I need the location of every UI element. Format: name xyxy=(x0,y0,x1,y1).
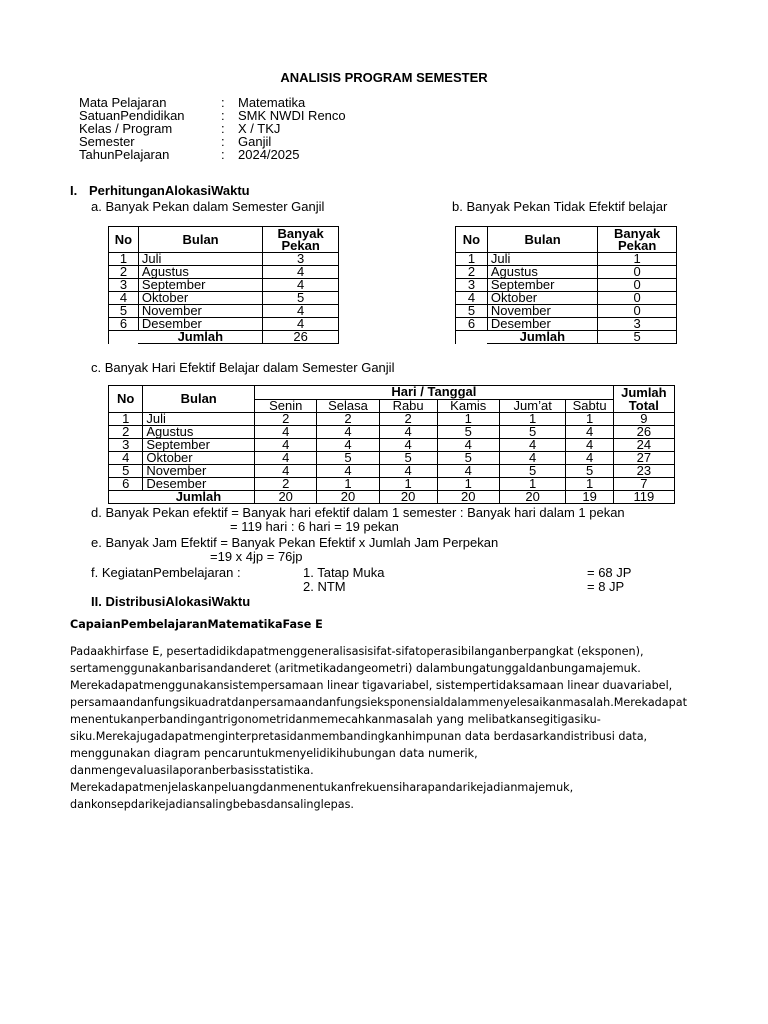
cell-row-total: 24 xyxy=(613,439,674,452)
kegiatan-value-1: = 68 JP xyxy=(587,565,632,580)
cell-value: 3 xyxy=(598,318,677,331)
th-day: Rabu xyxy=(379,399,437,413)
cell-bulan: Desember xyxy=(138,318,262,331)
cell-no: 6 xyxy=(456,318,488,331)
cell-bulan: Juli xyxy=(487,253,597,266)
info-row xyxy=(79,148,346,161)
cell-total-label: Jumlah xyxy=(138,331,262,344)
subsection-f-label: f. KegiatanPembelajaran : xyxy=(91,565,241,580)
table-row xyxy=(456,305,677,318)
section-1-heading xyxy=(70,183,250,198)
subsection-b-label: b. Banyak Pekan Tidak Efektif belajar xyxy=(452,199,668,214)
cell-bulan: Oktober xyxy=(138,292,262,305)
th-bulan: Bulan xyxy=(487,227,597,253)
cell-day-total: 20 xyxy=(437,491,499,504)
paragraph-line: persamaandanfungsikuadratdanpersamaandanfungsieksponensialdalammenyelesaikanmasalah.Merekadapat xyxy=(70,696,687,709)
info-key: TahunPelajaran xyxy=(79,147,170,162)
cell-no: 2 xyxy=(109,266,139,279)
cell-day-total: 20 xyxy=(499,491,566,504)
cell-no: 5 xyxy=(109,305,139,318)
th-bulan: Bulan xyxy=(143,386,255,413)
cell-value: 0 xyxy=(598,292,677,305)
table-pekan-semester xyxy=(108,226,339,344)
th-jumlah-total: Jumlah Total xyxy=(613,386,674,413)
cell-day-count: 1 xyxy=(437,413,499,426)
cell-day-count: 4 xyxy=(255,452,317,465)
kegiatan-item-2: 2. NTM xyxy=(303,579,346,594)
cell-day-count: 5 xyxy=(379,452,437,465)
kegiatan-value-2: = 8 JP xyxy=(587,579,625,594)
cell-no: 2 xyxy=(109,426,143,439)
cell-day-total: 19 xyxy=(566,491,613,504)
table-row xyxy=(456,318,677,331)
cell-no: 4 xyxy=(109,452,143,465)
cell-no: 5 xyxy=(109,465,143,478)
th-banyak-pekan: Banyak Pekan xyxy=(263,227,339,253)
cell-bulan: September xyxy=(487,279,597,292)
info-colon: : xyxy=(221,121,225,136)
section-1-title: PerhitunganAlokasiWaktu xyxy=(89,183,250,198)
cell-bulan: Oktober xyxy=(143,452,255,465)
th-day: Jum’at xyxy=(499,399,566,413)
cell-bulan: Agustus xyxy=(138,266,262,279)
cell-row-total: 23 xyxy=(613,465,674,478)
cell-day-count: 4 xyxy=(317,426,379,439)
cell-day-count: 4 xyxy=(566,452,613,465)
cell-day-count: 1 xyxy=(317,478,379,491)
cell-grand-total: 119 xyxy=(613,491,674,504)
cell-value: 4 xyxy=(263,279,339,292)
cell-day-count: 4 xyxy=(566,426,613,439)
cell-no: 1 xyxy=(109,253,139,266)
paragraph-line: menggunakan diagram pencaruntukmenyelidikihubungan data numerik, xyxy=(70,747,478,760)
cell-row-total: 9 xyxy=(613,413,674,426)
info-key: Kelas / Program xyxy=(79,121,173,136)
cell-day-count: 4 xyxy=(379,439,437,452)
paragraph-line: Padaakhirfase E, pesertadidikdapatmenggeneralisasisifat-sifatoperasibilanganberpangkat (eksponen), xyxy=(70,645,644,658)
cell-bulan: November xyxy=(487,305,597,318)
cell-day-count: 2 xyxy=(255,478,317,491)
cell-day-count: 5 xyxy=(437,452,499,465)
cell-day-count: 5 xyxy=(499,465,566,478)
cell-bulan: Agustus xyxy=(487,266,597,279)
cell-bulan: Juli xyxy=(138,253,262,266)
cell-day-count: 5 xyxy=(566,465,613,478)
subsection-a-label: a. Banyak Pekan dalam Semester Ganjil xyxy=(91,199,325,214)
cell-day-count: 2 xyxy=(255,413,317,426)
cell-bulan: November xyxy=(143,465,255,478)
table-pekan-tidak-efektif xyxy=(455,226,677,344)
total-row xyxy=(109,331,339,344)
cell-value: 5 xyxy=(263,292,339,305)
cell-row-total: 26 xyxy=(613,426,674,439)
info-colon: : xyxy=(221,108,225,123)
th-no: No xyxy=(456,227,488,253)
info-value: Ganjil xyxy=(238,134,272,149)
cell-no: 1 xyxy=(456,253,488,266)
cell-day-count: 4 xyxy=(317,465,379,478)
cell-no: 3 xyxy=(456,279,488,292)
cell-day-count: 2 xyxy=(317,413,379,426)
table-row xyxy=(456,253,677,266)
cell-bulan: Juli xyxy=(143,413,255,426)
capaian-title: CapaianPembelajaranMatematikaFase E xyxy=(70,618,323,631)
cell-bulan: Oktober xyxy=(487,292,597,305)
cell-day-count: 4 xyxy=(255,439,317,452)
total-row xyxy=(109,491,675,504)
cell-day-count: 2 xyxy=(379,413,437,426)
document-title: ANALISIS PROGRAM SEMESTER xyxy=(280,70,488,85)
th-hari-tanggal: Hari / Tanggal xyxy=(255,386,614,400)
subsection-e-line1: e. Banyak Jam Efektif = Banyak Pekan Efektif x Jumlah Jam Perpekan xyxy=(91,535,499,550)
th-no: No xyxy=(109,386,143,413)
cell-value: 4 xyxy=(263,266,339,279)
kegiatan-item-1: 1. Tatap Muka xyxy=(303,565,385,580)
cell-no: 3 xyxy=(109,439,143,452)
cell-value: 4 xyxy=(263,305,339,318)
paragraph-line: Merekadapatmenggunakansistempersamaan linear tigavariabel, sistempertidaksamaan linear duavariabel, xyxy=(70,679,673,692)
cell-value: 0 xyxy=(598,279,677,292)
cell-no: 4 xyxy=(456,292,488,305)
info-value: SMK NWDI Renco xyxy=(238,108,346,123)
cell-row-total: 7 xyxy=(613,478,674,491)
cell-day-count: 4 xyxy=(255,465,317,478)
cell-bulan: September xyxy=(143,439,255,452)
info-table xyxy=(79,96,346,161)
th-banyak-pekan: Banyak Pekan xyxy=(598,227,677,253)
cell-day-count: 1 xyxy=(566,478,613,491)
subsection-e-line2: =19 x 4jp = 76jp xyxy=(210,549,303,564)
th-day: Selasa xyxy=(317,399,379,413)
cell-day-count: 4 xyxy=(317,439,379,452)
cell-empty xyxy=(109,331,139,344)
info-colon: : xyxy=(221,147,225,162)
cell-day-count: 5 xyxy=(317,452,379,465)
cell-total-value: 5 xyxy=(598,331,677,344)
cell-day-count: 1 xyxy=(566,413,613,426)
cell-day-count: 4 xyxy=(499,439,566,452)
cell-no: 3 xyxy=(109,279,139,292)
cell-no: 5 xyxy=(456,305,488,318)
section-2-title: DistribusiAlokasiWaktu xyxy=(105,594,251,609)
cell-day-count: 1 xyxy=(437,478,499,491)
cell-value: 1 xyxy=(598,253,677,266)
info-value: 2024/2025 xyxy=(238,147,300,162)
cell-day-count: 4 xyxy=(255,426,317,439)
info-value: X / TKJ xyxy=(238,121,281,136)
subsection-d-line1: d. Banyak Pekan efektif = Banyak hari efektif dalam 1 semester : Banyak hari dalam 1 pekan xyxy=(91,505,625,520)
cell-value: 0 xyxy=(598,266,677,279)
info-colon: : xyxy=(221,95,225,110)
cell-day-count: 4 xyxy=(566,439,613,452)
cell-day-count: 4 xyxy=(437,465,499,478)
cell-bulan: Agustus xyxy=(143,426,255,439)
table-row xyxy=(456,266,677,279)
cell-row-total: 27 xyxy=(613,452,674,465)
paragraph-line: danmengevaluasilaporanberbasisstatistika. xyxy=(70,764,314,777)
cell-bulan: September xyxy=(138,279,262,292)
cell-no: 2 xyxy=(456,266,488,279)
section-1-number: I. xyxy=(70,183,78,198)
cell-day-total: 20 xyxy=(317,491,379,504)
paragraph-line: sertamenggunakanbarisandanderet (aritmetikadangeometri) dalambungatunggaldanbungamajemuk. xyxy=(70,662,641,675)
th-bulan: Bulan xyxy=(138,227,262,253)
th-day: Senin xyxy=(255,399,317,413)
subsection-d-line2: = 119 hari : 6 hari = 19 pekan xyxy=(230,519,399,534)
section-2-number: II. xyxy=(91,594,102,609)
subsection-c-label: c. Banyak Hari Efektif Belajar dalam Semester Ganjil xyxy=(91,360,395,375)
table-row xyxy=(456,292,677,305)
cell-value: 0 xyxy=(598,305,677,318)
th-no: No xyxy=(109,227,139,253)
total-row xyxy=(456,331,677,344)
cell-total-value: 26 xyxy=(263,331,339,344)
cell-no: 6 xyxy=(109,478,143,491)
cell-no: 6 xyxy=(109,318,139,331)
capaian-paragraph xyxy=(70,643,700,813)
info-key: Mata Pelajaran xyxy=(79,95,167,110)
table-hari-efektif xyxy=(108,385,675,504)
th-day: Sabtu xyxy=(566,399,613,413)
cell-day-count: 1 xyxy=(379,478,437,491)
info-key: Semester xyxy=(79,134,135,149)
cell-empty xyxy=(109,491,143,504)
cell-day-count: 4 xyxy=(437,439,499,452)
cell-day-total: 20 xyxy=(379,491,437,504)
paragraph-line: dankonsepdarikejadiansalingbebasdansalinglepas. xyxy=(70,798,354,811)
cell-bulan: November xyxy=(138,305,262,318)
cell-no: 1 xyxy=(109,413,143,426)
cell-total-label: Jumlah xyxy=(143,491,255,504)
paragraph-line: siku.Merekajugadapatmenginterpretasidanmembandingkanhimpunan data berdasarkandistribusi data, xyxy=(70,730,648,743)
cell-day-count: 1 xyxy=(499,478,566,491)
th-day: Kamis xyxy=(437,399,499,413)
info-key: SatuanPendidikan xyxy=(79,108,185,123)
cell-total-label: Jumlah xyxy=(487,331,597,344)
paragraph-line: Merekadapatmenjelaskanpeluangdanmenentukanfrekuensiharapandarikejadianmajemuk, xyxy=(70,781,574,794)
cell-day-count: 4 xyxy=(499,452,566,465)
cell-value: 3 xyxy=(263,253,339,266)
table-row xyxy=(456,279,677,292)
cell-day-count: 5 xyxy=(499,426,566,439)
cell-bulan: Desember xyxy=(143,478,255,491)
cell-day-count: 1 xyxy=(499,413,566,426)
cell-day-count: 5 xyxy=(437,426,499,439)
cell-day-count: 4 xyxy=(379,426,437,439)
cell-no: 4 xyxy=(109,292,139,305)
cell-day-total: 20 xyxy=(255,491,317,504)
cell-empty xyxy=(456,331,488,344)
cell-value: 4 xyxy=(263,318,339,331)
info-colon: : xyxy=(221,134,225,149)
cell-bulan: Desember xyxy=(487,318,597,331)
section-2-heading xyxy=(91,594,250,609)
paragraph-line: menentukanperbandingantrigonometridanmemecahkanmasalah yang melibatkansegitigasiku- xyxy=(70,713,601,726)
info-value: Matematika xyxy=(238,95,306,110)
cell-day-count: 4 xyxy=(379,465,437,478)
